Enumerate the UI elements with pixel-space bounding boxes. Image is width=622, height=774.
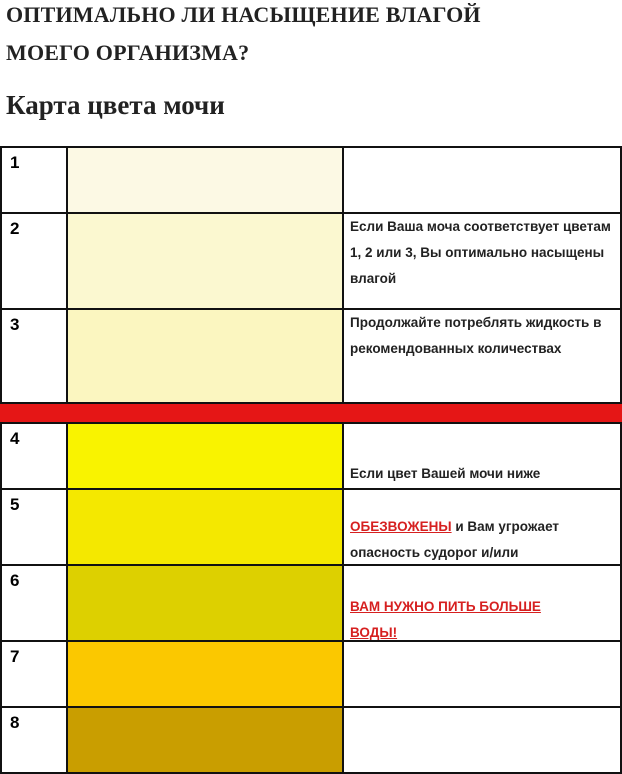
color-swatch [68,308,342,404]
note-cell [342,640,622,708]
row-number: 7 [0,640,68,708]
color-swatch [68,212,342,310]
note-cell [342,706,622,774]
row-number: 8 [0,706,68,774]
color-swatch [68,564,342,642]
row-number: 5 [0,488,68,566]
color-row-1 [0,146,622,214]
color-swatch [68,146,342,214]
dehydration-warning [350,514,616,566]
cramps-risk-text: и Вам угрожает опасность судорог и/или [350,519,560,560]
color-swatch [68,640,342,708]
color-below-note: Если цвет Вашей мочи ниже [350,466,541,481]
color-swatch [68,706,342,774]
row-number: 4 [0,422,68,490]
color-swatch [68,422,342,490]
continue-drinking-note: Продолжайте потреблять жидкость в рекомендованных количествах [350,315,602,356]
row-number: 6 [0,564,68,642]
dehydration-threshold-bar [0,404,622,422]
page-title [6,0,618,72]
color-swatch [68,488,342,566]
color-row-8 [0,706,622,774]
title-line-2: МОЕГО ОРГАНИЗМА? [6,40,250,65]
hydrated-note: Если Ваша моча соответствует цветам 1, 2 или 3, Вы оптимально насыщены влагой [350,219,611,286]
chart-subtitle: Карта цвета мочи [6,90,225,120]
note-cell [342,146,622,214]
dehydrated-word: ОБЕЗВОЖЕНЫ [350,519,452,534]
title-line-1: ОПТИМАЛЬНО ЛИ НАСЫЩЕНИЕ ВЛАГОЙ [6,2,481,27]
row-number: 2 [0,212,68,310]
drink-more-warning: ВАМ НУЖНО ПИТЬ БОЛЬШЕ ВОДЫ! [350,599,541,640]
color-row-7 [0,640,622,708]
urine-color-chart [0,146,622,772]
row-number: 3 [0,308,68,404]
row-number: 1 [0,146,68,214]
